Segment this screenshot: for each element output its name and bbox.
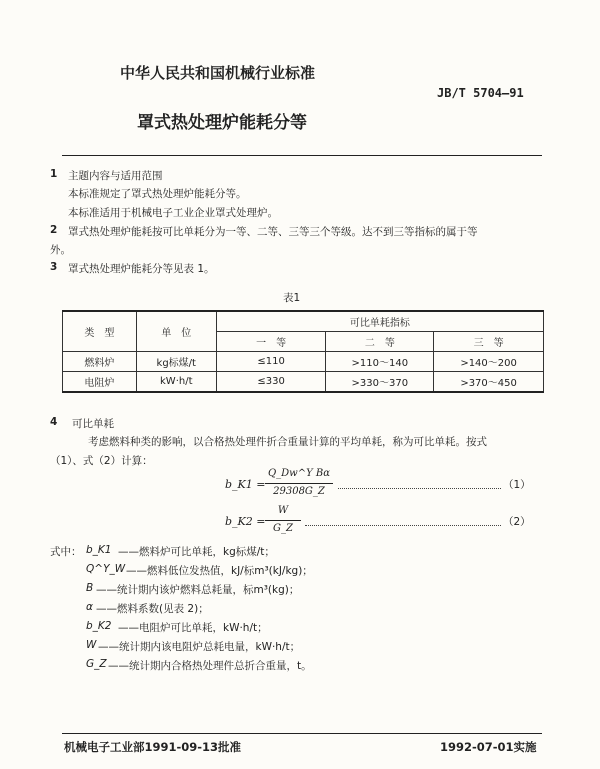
cell-unit: kg标煤/t [136, 352, 216, 372]
paragraph: 罩式热处理炉能耗按可比单耗分为一等、二等、三等三个等级。达不到三等指标的属于等 [68, 226, 478, 238]
where-symbol: B [86, 582, 94, 594]
paragraph: 罩式热处理炉能耗分等见表 1。 [68, 263, 215, 275]
dot-leader [305, 525, 501, 526]
header-type: 类 型 [63, 311, 137, 352]
paragraph: （1）、式（2）计算： [50, 455, 153, 467]
where-symbol: b_K2 [86, 620, 112, 632]
paragraph: 考虑燃料种类的影响，以合格热处理件折合重量计算的平均单耗，称为可比单耗。按式 [88, 436, 487, 448]
dot-leader [338, 488, 501, 489]
cell-grade-3: >140～200 [434, 352, 544, 372]
cell-grade-3: >370～450 [434, 372, 544, 393]
table-header-row [63, 311, 544, 332]
table-row [63, 352, 544, 372]
paragraph: 本标准规定了罩式热处理炉能耗分等。 [68, 188, 247, 200]
formula-2-lhs: b_K2 = [225, 515, 266, 528]
formula-1-denominator: 29308G_Z [273, 486, 325, 497]
table-caption: 表1 [283, 292, 301, 304]
where-description: ——统计期内该电阻炉总耗电量，kW·h/t； [98, 641, 301, 653]
section-num: 1 [50, 168, 58, 180]
section-heading: 可比单耗 [72, 418, 114, 430]
where-symbol: Q^Y_W [86, 563, 126, 575]
document-title: 罩式热处理炉能耗分等 [137, 113, 307, 133]
fraction-bar [265, 483, 333, 484]
cell-type: 电阻炉 [63, 372, 137, 393]
fraction-bar [265, 520, 301, 521]
section-heading: 主题内容与适用范围 [68, 170, 163, 182]
header-unit: 单 位 [136, 311, 216, 352]
where-description: ——统计期内合格热处理件总折合重量，t。 [108, 660, 312, 672]
where-description: ——统计期内该炉燃料总耗量，标m³(kg)； [96, 584, 300, 596]
standard-code: JB/T 5704—91 [437, 86, 524, 100]
cell-grade-1: ≤110 [216, 352, 326, 372]
section-num: 3 [50, 261, 58, 273]
cell-unit: kW·h/t [136, 372, 216, 393]
approval-date: 机械电子工业部1991-09-13批准 [64, 740, 242, 754]
paragraph: 本标准适用于机械电子工业企业罩式处理炉。 [68, 207, 278, 219]
grade-2: 二 等 [326, 332, 434, 352]
energy-grade-table [62, 310, 544, 393]
footer-rule [62, 733, 542, 734]
header-rule [62, 155, 542, 156]
cell-grade-1: ≤330 [216, 372, 326, 393]
section-num: 2 [50, 224, 58, 236]
where-description: ——燃料炉可比单耗，kg标煤/t； [118, 546, 275, 558]
formula-1-lhs: b_K1 = [225, 478, 266, 491]
grade-1: 一 等 [216, 332, 326, 352]
formula-1-tag: （1） [503, 479, 531, 491]
where-description: ——燃料系数(见表 2)； [96, 603, 209, 615]
section-num: 4 [50, 416, 58, 428]
cell-grade-2: >330～370 [326, 372, 434, 393]
header-org: 中华人民共和国机械行业标准 [120, 64, 316, 82]
cell-grade-2: >110～140 [326, 352, 434, 372]
where-symbol: W [86, 639, 97, 651]
header-index: 可比单耗指标 [216, 311, 543, 332]
grade-3: 三 等 [434, 332, 544, 352]
where-description: ——燃料低位发热值，kJ/标m³(kJ/kg)； [126, 565, 313, 577]
formula-2-numerator: W [277, 505, 289, 516]
where-description: ——电阻炉可比单耗，kW·h/t； [118, 622, 268, 634]
where-label: 式中： [50, 546, 82, 558]
formula-2-denominator: G_Z [273, 523, 293, 534]
where-symbol: b_K1 [86, 544, 112, 556]
formula-2-tag: （2） [503, 516, 531, 528]
cell-type: 燃料炉 [63, 352, 137, 372]
formula-1-numerator: Q_Dw^Y Bα [267, 468, 331, 479]
paragraph: 外。 [50, 244, 71, 256]
where-symbol: G_Z [86, 658, 107, 670]
implementation-date: 1992-07-01实施 [440, 740, 537, 754]
where-symbol: α [86, 601, 93, 613]
table-row [63, 372, 544, 393]
